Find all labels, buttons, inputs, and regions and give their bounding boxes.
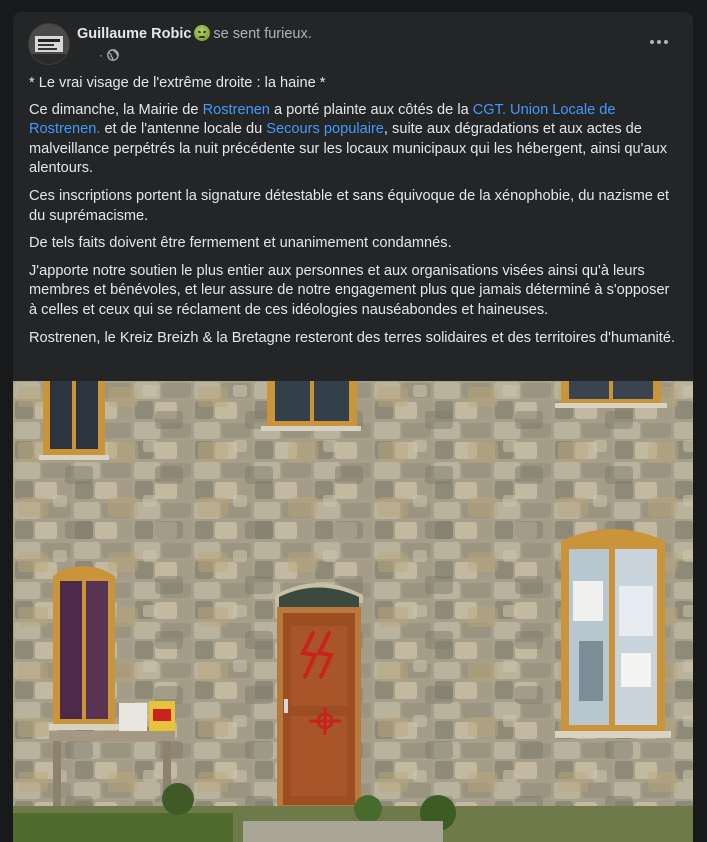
post-meta (99, 48, 119, 62)
text-run: a porté plainte aux côtés de la (269, 101, 473, 118)
link-cgt-union-locale[interactable]: CGT. Union Locale de Rostrenen. (29, 101, 616, 138)
window-left (49, 566, 121, 730)
text-run: et de l'antenne locale du (100, 121, 267, 138)
text-run: Ce dimanche, la Mairie de (29, 101, 203, 118)
text-run: , suite aux dégradations et aux actes de malveillance perpétrés la nuit précédente sur les locaux municipaux qui les hébergent, ainsi qu'aux alentours. (29, 121, 667, 177)
post-title-line (77, 25, 312, 42)
post-card (13, 12, 693, 842)
author-name[interactable]: Guillaume Robic (77, 26, 192, 42)
meta-separator: · (99, 48, 103, 62)
link-rostrenen[interactable]: Rostrenen (202, 101, 270, 118)
globe-icon[interactable] (107, 49, 119, 61)
window-top-middle (261, 381, 361, 431)
door (275, 583, 363, 807)
window-top-right (555, 381, 667, 408)
post-header (13, 12, 693, 74)
window-right (555, 529, 671, 738)
post-paragraph: De tels faits doivent être fermement et unanimement condamnés. (29, 235, 452, 252)
post-paragraph: Rostrenen, le Kreiz Breizh & la Bretagne resteront des terres solidaires et des territoires d'humanité. (29, 329, 676, 346)
post-text (13, 74, 693, 348)
feeling-text[interactable]: se sent furieux. (213, 26, 312, 42)
post-paragraph (29, 101, 677, 179)
link-secours-populaire[interactable]: Secours populaire (266, 121, 384, 138)
more-options-icon[interactable] (641, 30, 677, 54)
angry-face-icon (194, 25, 210, 41)
post-photo[interactable] (13, 381, 693, 842)
post-paragraph: * Le vrai visage de l'extrême droite : la haine * (29, 75, 326, 91)
post-paragraph: J'apporte notre soutien le plus entier aux personnes et aux organisations visées ainsi qu'à leurs membres et bénévoles, et leur assure de notre engagement plus que jamais déterminé à s'opposer à celles et ceux qui se réclament de ces idéologies nauséabondes et haineuses. (29, 262, 670, 318)
window-top-left (39, 381, 109, 460)
post-paragraph: Ces inscriptions portent la signature détestable et sans équivoque de la xénophobie, du nazisme et du suprémacisme. (29, 187, 670, 224)
avatar[interactable] (28, 23, 70, 65)
